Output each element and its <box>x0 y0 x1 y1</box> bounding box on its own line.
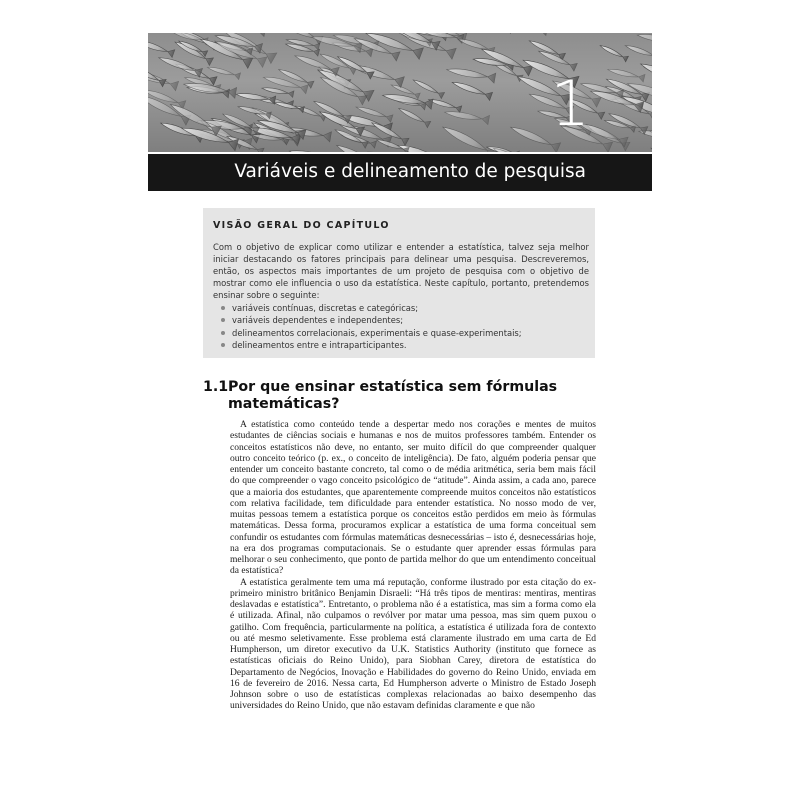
fish-shape <box>397 105 431 127</box>
fish-shape <box>446 65 496 84</box>
fish-shape <box>427 96 461 112</box>
fish-shape <box>607 66 645 82</box>
chapter-number: 1 <box>550 67 590 140</box>
list-item <box>221 339 591 351</box>
fish-shape <box>481 33 512 34</box>
overview-list <box>221 302 591 352</box>
list-item <box>221 327 591 339</box>
fish-shape <box>207 64 241 79</box>
fish-shape <box>599 43 629 62</box>
bullet-icon <box>221 318 225 322</box>
fish-shape <box>444 108 490 125</box>
fish-shape <box>205 151 237 152</box>
section-number: 1.1 <box>203 379 229 395</box>
fish-shape <box>649 143 652 152</box>
chapter-overview-box <box>203 208 595 358</box>
chapter-title-bar <box>148 154 652 191</box>
chapter-title: Variáveis e delineamento de pesquisa <box>234 161 586 182</box>
fish-shape <box>367 148 403 152</box>
overview-intro: Com o objetivo de explicar como utilizar e entender a estatística, talvez seja melhor iniciar destacando os fatores principais para delinear uma pesquisa. Descreveremos, então, os aspectos mais importantes de um projeto de pesquisa com o objetivo de mostrar como ele influencia o uso da estatística. Neste capítulo, portanto, pretendemos ensinar sobre o seguinte: <box>213 242 589 300</box>
list-item <box>221 302 591 314</box>
overview-heading: VISÃO GERAL DO CAPÍTULO <box>213 220 390 231</box>
bullet-icon <box>221 306 225 310</box>
list-item <box>221 314 591 326</box>
list-item-text: delineamentos entre e intraparticipantes. <box>232 340 407 351</box>
fish-shape <box>637 33 652 46</box>
fish-shape <box>148 37 175 58</box>
bullet-icon <box>221 331 225 335</box>
section-title: Por que ensinar estatística sem fórmulas matemáticas? <box>228 379 558 412</box>
list-item-text: delineamentos correlacionais, experimentais e quase-experimentais; <box>232 327 522 338</box>
fish-shape <box>624 42 652 61</box>
list-item-text: variáveis contínuas, discretas e categóricas; <box>232 303 419 313</box>
fish-shape <box>648 125 652 150</box>
fish-shape <box>509 148 558 152</box>
fish-shape <box>349 60 404 88</box>
chapter-banner-image <box>148 33 652 152</box>
fish-shape <box>148 62 166 87</box>
fish-shape <box>451 78 493 100</box>
list-item-text: variáveis dependentes e independentes; <box>232 315 404 326</box>
body-paragraph: A estatística como conteúdo tende a despertar medo nos corações e mentes de muitos estudantes de ciências sociais e humanas e nos de muitos professores também. Entender os conceitos estatísticos não deve, no entanto, ser muito difícil do que compreender qualquer outro conceito teórico (p. ex., o conceito de inteligência). De fato, alguém poderia pensar que entender um conceito bastante concreto, tal como o de média aritmética, seria bem mais fácil do que compreender o vago conceito psicológico de “atitude”. Ainda assim, a cada ano, parece que a maioria dos estudantes, que aparentemente compreende muitos conceitos não estatísticos com relativa facilidade, tem dificuldade para entender estatística. No nosso modo de ver, muitas pessoas temem a estatística porque os conceitos estão perdidos em meio às fórmulas matemáticas. Dessa forma, procuramos explicar a estatística de uma forma conceitual sem confundir os estudantes com fórmulas matemáticas desnecessárias – isto é, desnecessárias hoje, na era dos programas computacionais. Se o estudante quer aprender essas fórmulas para melhorar o seu conhecimento, que ponto de partida melhor do que um entendimento conceitual da estatística? <box>230 419 596 577</box>
fish-shape <box>509 33 547 36</box>
bullet-icon <box>221 343 225 347</box>
fish-shape <box>288 146 337 152</box>
body-text <box>230 419 596 800</box>
body-paragraph: A estatística geralmente tem uma má reputação, conforme ilustrado por esta citação do ex-primeiro ministro britânico Benjamin Disraeli: “Há três tipos de mentiras: mentiras, mentiras deslavadas e estatística”. Entretanto, o problema não é a estatística, mas sim a forma como ela é utilizada. Afinal, não culpamos o revólver por matar uma pessoa, mas sim quem puxou o gatilho. Com frequência, particularmente na política, a estatística é utilizada fora de contexto ou até mesmo seletivamente. Esse problema está claramente ilustrado em uma carta de Ed Humpherson, um diretor executivo da U.K. Statistics Authority (instituto que fornece as estatísticas oficiais do Reino Unido), para Siobhan Carey, diretora de estatística do Departamento de Negócios, Inovação e Habilidades do governo do Reino Unido, enviada em 16 de fevereiro de 2016. Nessa carta, Ed Humpherson adverte o Ministro de Estado Joseph Johnson sobre o uso de estatísticas complexas relacionadas ao baixo desempenho das universidades do Reino Unido, que não estavam definidas claramente e que não <box>230 576 596 712</box>
